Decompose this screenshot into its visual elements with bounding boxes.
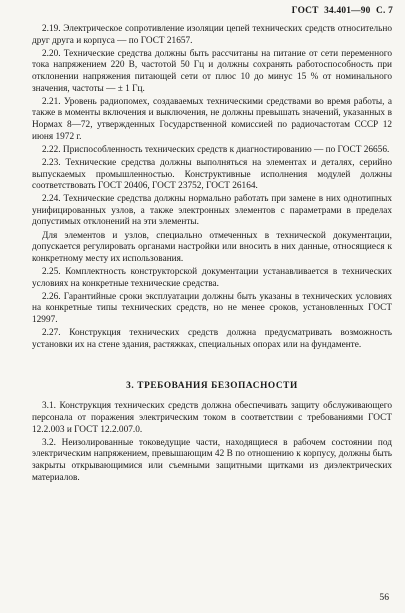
section-title: 3. ТРЕБОВАНИЯ БЕЗОПАСНОСТИ xyxy=(126,381,298,392)
paragraph: 2.23. Технические средства должны выполняться на элементах и деталях, серийно выпускаемых промышленностью. Конструктивные исполнения модулей должны соответствовать ГОСТ 20406, ГОСТ 23752, ГОСТ 26164. xyxy=(32,157,392,192)
standard-number: 34.401—90 xyxy=(324,6,371,16)
paragraph: 2.20. Технические средства должны быть рассчитаны на питание от сети переменного тока напряжением 220 В, частотой 50 Гц и должны сохранять работоспособность при отклонении напряжения питающей сети от плюс 10 до минус 15 % от номинального значения, частоты — ± 1 Гц. xyxy=(32,48,392,94)
paragraph: 2.24. Технические средства должны нормально работать при замене в них однотипных унифицированных узлов, а также электронных элементов с параметрами в пределах допустимых отклонений на эти элементы. xyxy=(32,194,392,228)
paragraph: 2.26. Гарантийные сроки эксплуатации должны быть указаны в технических условиях на конкретные типы технических средств, но не менее сроков, установленных ГОСТ 12997. xyxy=(32,291,392,325)
page-number-header: С. 7 xyxy=(376,6,393,16)
page-header xyxy=(289,6,393,16)
paragraph: 2.22. Приспособленность технических средств к диагностированию — по ГОСТ 26656. xyxy=(42,144,390,155)
paragraph: 3.2. Неизолированные токоведущие части, находящиеся в рабочем состоянии под электрическим напряжением, превышающим 42 В по отношению к корпусу, должны быть закрыты открывающимися или съемными защитными щитками из диэлектрических материалов. xyxy=(32,437,392,483)
paragraph: 2.27. Конструкция технических средств должна предусматривать возможность установки их на стене здания, растяжках, специальных опорах или на фундаменте. xyxy=(32,328,392,350)
paragraph: 2.19. Электрическое сопротивление изоляции цепей технических средств относительно друг друга и корпуса — по ГОСТ 21657. xyxy=(32,24,392,46)
paragraph: 2.25. Комплектность конструкторской документации устанавливается в технических условиях на конкретные технические средства. xyxy=(32,267,392,289)
page-footer-number: 56 xyxy=(379,592,389,603)
paragraph: Для элементов и узлов, специально отмеченных в технической документации, допускается регулировать органами настройки или вносить в них данные, относящиеся к конкретному месту их использования. xyxy=(32,230,392,264)
paragraph: 2.21. Уровень радиопомех, создаваемых техническими средствами во время работы, а также в моменты включения и выключения, не должны превышать значений, указанных в Нормах 8—72, утвержденных Государственной комиссией по радиочастотам СССР 12 июня 1972 г. xyxy=(32,96,392,142)
standard-label: ГОСТ xyxy=(291,6,319,16)
paragraph: 3.1. Конструкция технических средств должна обеспечивать защиту обслуживающего персонала от поражения электрическим током в соответствии с требованиями ГОСТ 12.2.003 и ГОСТ 12.2.007.0. xyxy=(32,401,392,435)
document-body xyxy=(32,24,392,486)
